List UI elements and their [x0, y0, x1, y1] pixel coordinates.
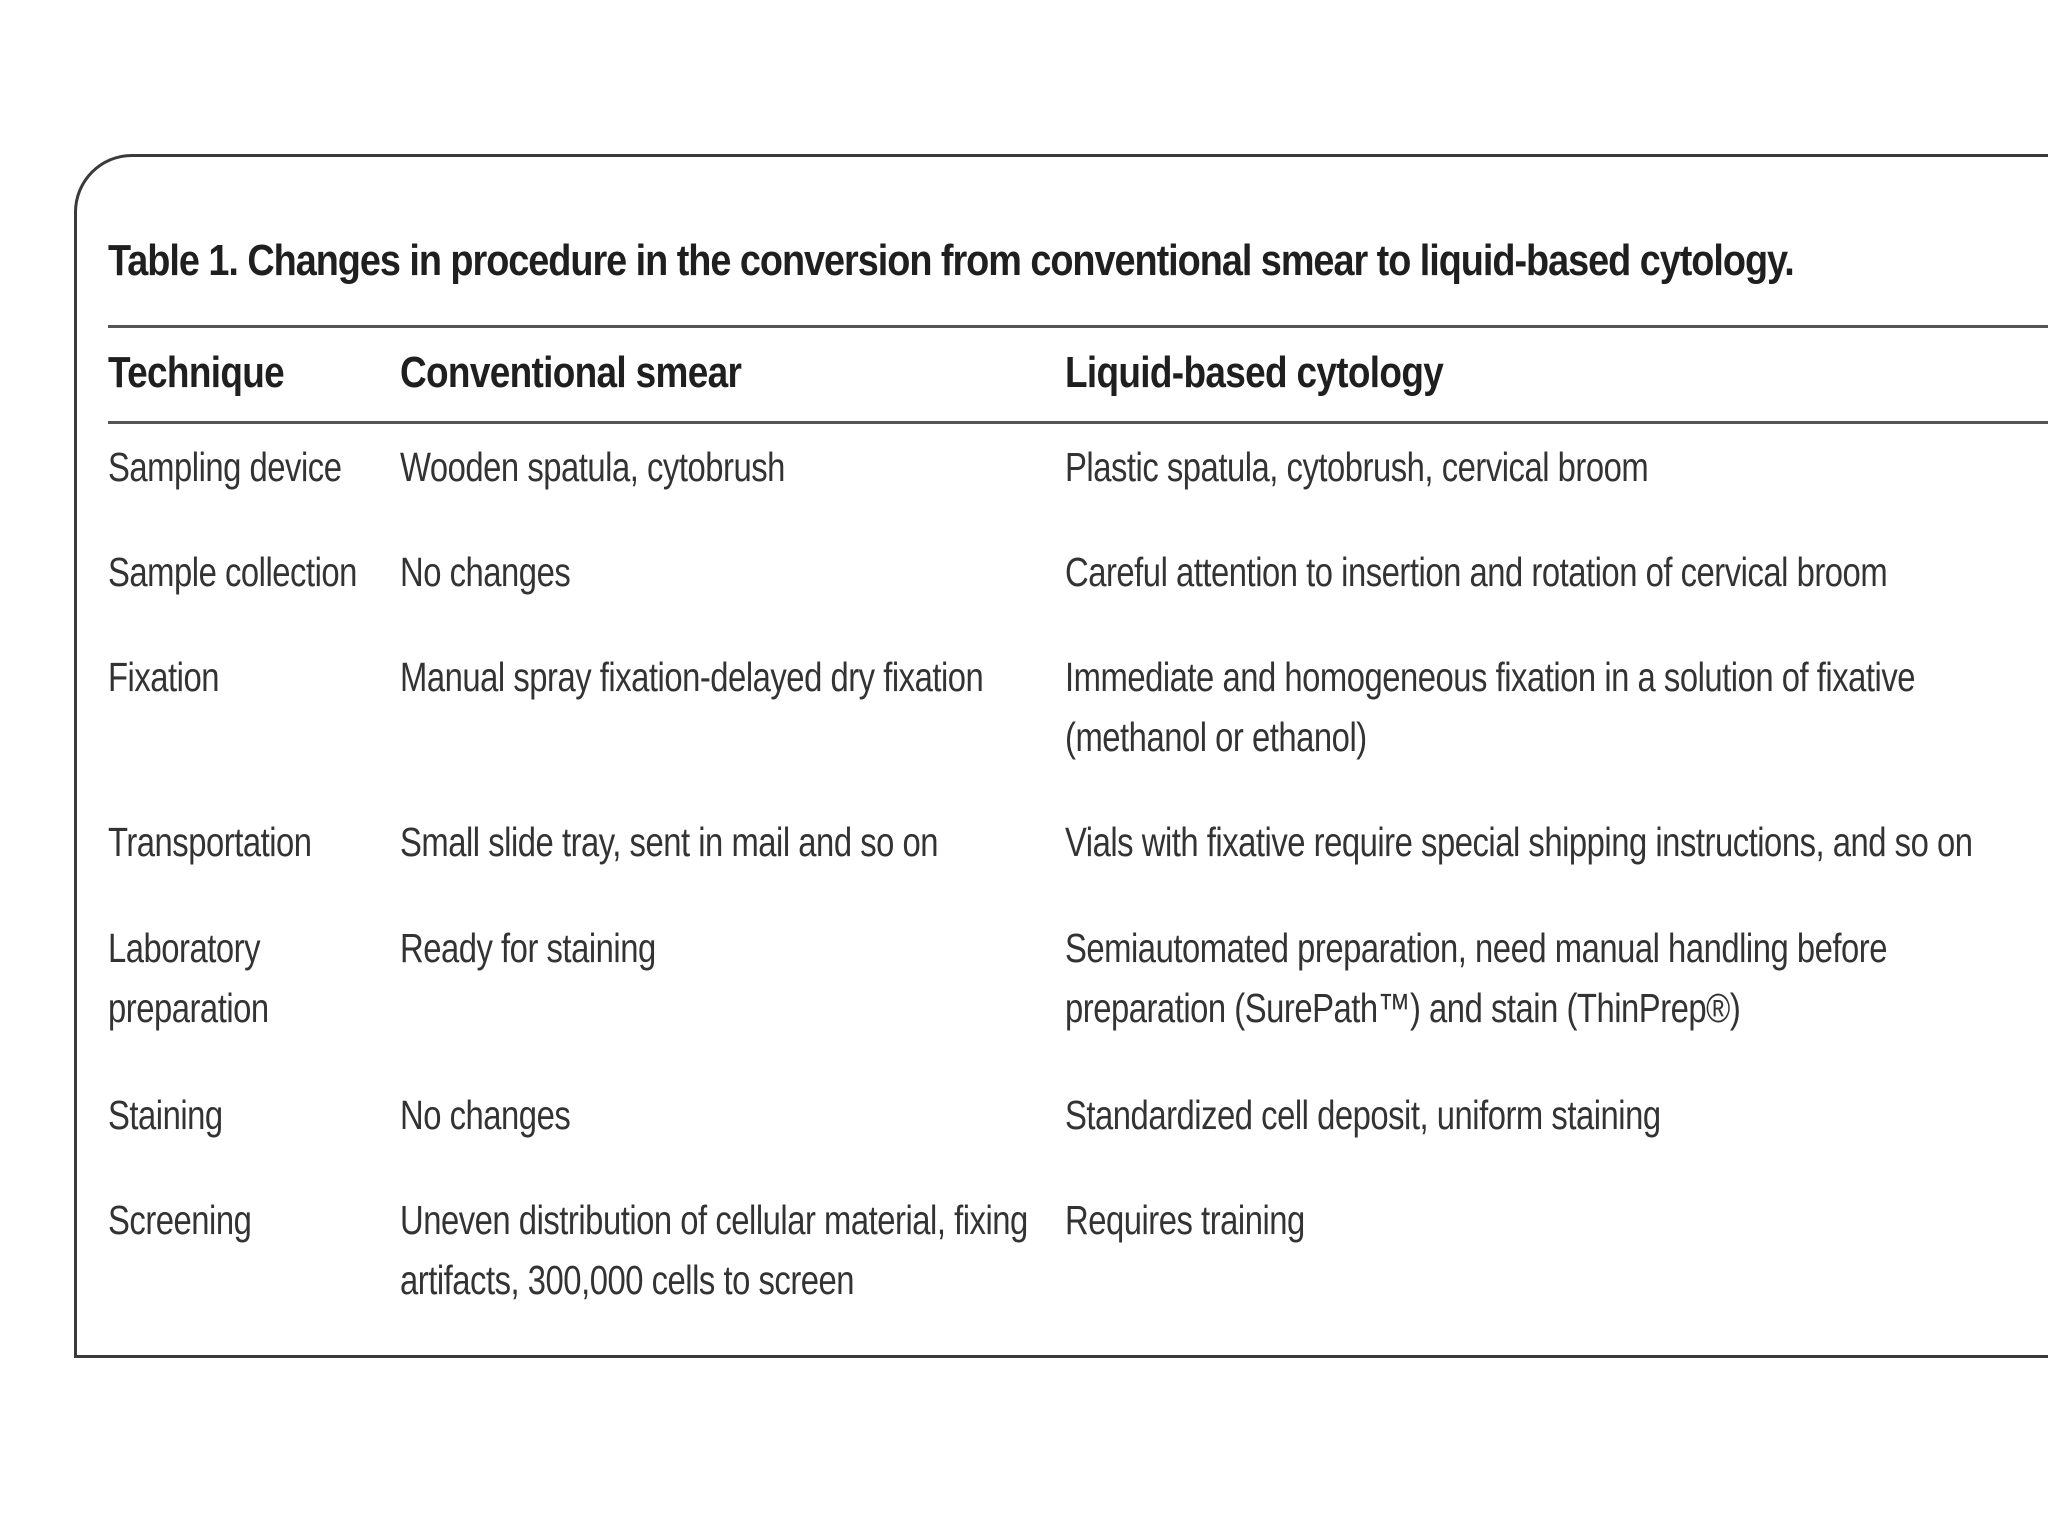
cell-line: Plastic spatula, cytobrush, cervical broom — [1065, 444, 1649, 490]
row-fixation-conventional — [400, 647, 983, 707]
cell-line: Transportation — [108, 819, 312, 865]
cell-line: artifacts, 300,000 cells to screen — [400, 1257, 855, 1303]
cell-line: Immediate and homogeneous fixation in a solution of fixative — [1065, 654, 1916, 700]
row-transportation-technique — [108, 812, 312, 872]
header-rule — [108, 421, 2048, 424]
header-liquid-based-cytology: Liquid-based cytology — [1065, 348, 1444, 397]
cell-line: Manual spray fixation-delayed dry fixation — [400, 654, 984, 700]
cell-line: (methanol or ethanol) — [1065, 714, 1367, 760]
cell-line: Laboratory — [108, 925, 261, 971]
cell-line: Semiautomated preparation, need manual handling before — [1065, 925, 1887, 971]
cell-line: No changes — [400, 1092, 571, 1138]
cell-line: Wooden spatula, cytobrush — [400, 444, 785, 490]
cell-line: No changes — [400, 549, 571, 595]
cell-line: Uneven distribution of cellular material, fixing — [400, 1197, 1028, 1243]
row-sampling-device-liquid — [1065, 437, 1648, 497]
row-fixation-liquid — [1065, 647, 1915, 767]
row-transportation-liquid — [1065, 812, 1973, 872]
cell-line: Screening — [108, 1197, 252, 1243]
cell-line: Small slide tray, sent in mail and so on — [400, 819, 939, 865]
cell-line: Ready for staining — [400, 925, 656, 971]
cell-line: Requires training — [1065, 1197, 1305, 1243]
row-laboratory-preparation-liquid — [1065, 918, 1887, 1038]
row-fixation-technique — [108, 647, 219, 707]
row-staining-liquid — [1065, 1085, 1661, 1145]
row-staining-conventional — [400, 1085, 570, 1145]
cell-line: Sample collection — [108, 549, 357, 595]
row-staining-technique — [108, 1085, 223, 1145]
cell-line: Standardized cell deposit, uniform staining — [1065, 1092, 1661, 1138]
row-sample-collection-technique — [108, 542, 357, 602]
top-rule — [108, 325, 2048, 328]
table-title: Table 1. Changes in procedure in the conversion from conventional smear to liquid-based cytology. — [108, 236, 1794, 285]
cell-line: Sampling device — [108, 444, 342, 490]
cell-line: Careful attention to insertion and rotation of cervical broom — [1065, 549, 1888, 595]
cell-line: Staining — [108, 1092, 223, 1138]
row-screening-conventional — [400, 1190, 1028, 1310]
row-sample-collection-liquid — [1065, 542, 1887, 602]
row-laboratory-preparation-technique — [108, 918, 269, 1038]
cell-line: preparation — [108, 985, 269, 1031]
row-laboratory-preparation-conventional — [400, 918, 656, 978]
cell-line: preparation (SurePath™) and stain (ThinPrep®) — [1065, 985, 1741, 1031]
row-screening-liquid — [1065, 1190, 1305, 1250]
row-sample-collection-conventional — [400, 542, 570, 602]
row-transportation-conventional — [400, 812, 938, 872]
row-sampling-device-conventional — [400, 437, 785, 497]
row-screening-technique — [108, 1190, 251, 1250]
header-conventional-smear: Conventional smear — [400, 348, 742, 397]
cell-line: Vials with fixative require special shipping instructions, and so on — [1065, 819, 1973, 865]
cell-line: Fixation — [108, 654, 220, 700]
header-technique: Technique — [108, 348, 285, 397]
row-sampling-device-technique — [108, 437, 341, 497]
